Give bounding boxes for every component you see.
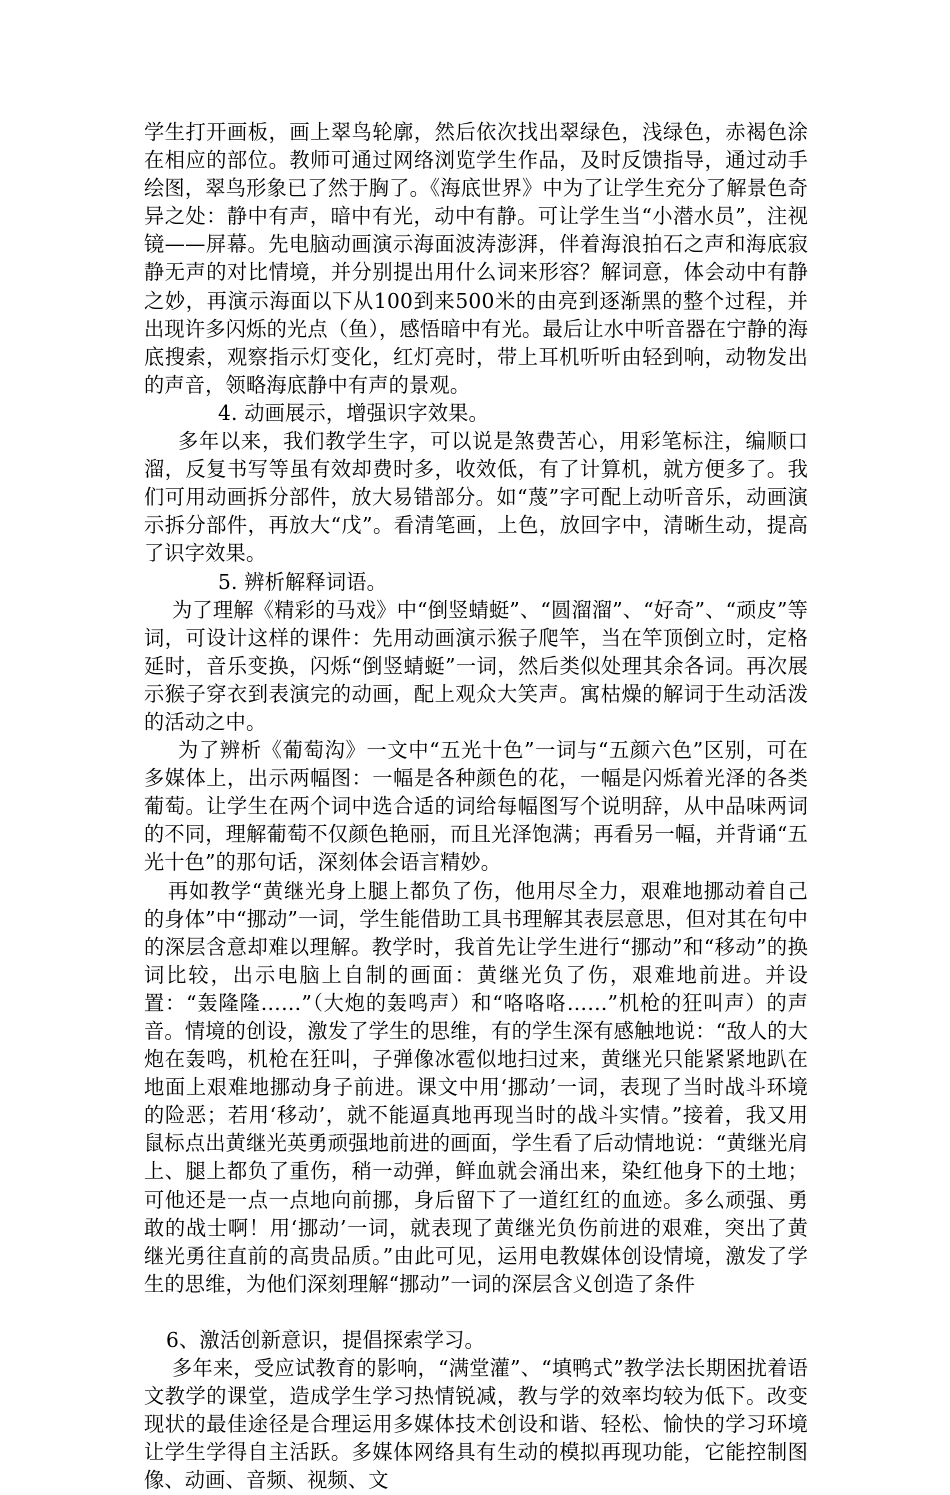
paragraph-huang-jiguang: 再如教学“黄继光身上腿上都负了伤，他用尽全力，艰难地挪动着自己的身体”中“挪动”一词，学生能借助工具书理解其表层意思，但对其在句中的深层含意却难以理解。教学时，我首先让学生进行“挪动”和“移动”的换词比较，出示电脑上自制的画面：黄继光负了伤，艰难地前进。并设置：“轰隆隆……”（大炮的轰鸣声）和“咯咯咯……”机枪的狂叫声）的声音。情境的创设，激发了学生的思维，有的学生深有感触地说：“敌人的大炮在轰鸣，机枪在狂叫，子弹像冰雹似地扫过来，黄继光只能紧紧地趴在地面上艰难地挪动身子前进。课文中用‘挪动’一词，表现了当时战斗环境的险恶；若用‘移动’，就不能逼真地再现当时的战斗实情。”接着，我又用鼠标点出黄继光英勇顽强地前进的画面，学生看了后动情地说：“黄继光肩上、腿上都负了重伤，稍一动弹，鲜血就会涌出来，染红他身下的土地；可他还是一点一点地向前挪，身后留下了一道红红的血迹。多么顽强、勇敢的战士啊！用‘挪动’一词，就表现了黄继光负伤前进的艰难，突出了黄继光勇往直前的高贵品质。”由此可见，运用电教媒体创设情境，激发了学生的思维，为他们深刻理解“挪动”一词的深层含义创造了条件 [144, 878, 808, 1296]
paragraph-circus-words: 为了理解《精彩的马戏》中“倒竖蜻蜓”、“圆溜溜”、“好奇”、“顽皮”等词，可设计这样的课件：先用动画演示猴子爬竿，当在竿顶倒立时，定格延时，音乐变换，闪烁“倒竖蜻蜓”一词，然后类似处理其余各词。再次展示猴子穿衣到表演完的动画，配上观众大笑声。寓枯燥的解词于生动活泼的活动之中。 [144, 597, 808, 734]
paragraph-kingfisher-and-undersea: 学生打开画板，画上翠鸟轮廓，然后依次找出翠绿色，浅绿色，赤褐色涂在相应的部位。教师可通过网络浏览学生作品，及时反馈指导，通过动手绘图，翠鸟形象已了然于胸了。《海底世界》中为了让学生充分了解景色奇异之处：静中有声，暗中有光，动中有静。可让学生当“小潜水员”，注视镜——屏幕。先电脑动画演示海面波涛澎湃，伴着海浪拍石之声和海底寂静无声的对比情境，并分别提出用什么词来形容？解词意，体会动中有静之妙，再演示海面以下从100到来500米的由亮到逐渐黑的整个过程，并出现许多闪烁的光点（鱼），感悟暗中有光。最后让水中听音器在宁静的海底搜索，观察指示灯变化，红灯亮时，带上耳机听听由轻到响，动物发出的声音，领略海底静中有声的景观。 [144, 120, 808, 397]
section-heading-5: 5. 辨析解释词语。 [218, 569, 387, 594]
section-heading-4: 4. 动画展示，增强识字效果。 [218, 400, 489, 425]
paragraph-grape-valley: 为了辨析《葡萄沟》一文中“五光十色”一词与“五颜六色”区别，可在多媒体上，出示两幅图：一幅是各种颜色的花，一幅是闪烁着光泽的各类葡萄。让学生在两个词中选合适的词给每幅图写个说明辞，从中品味两词的不同，理解葡萄不仅颜色艳丽，而且光泽饱满；再看另一幅，并背诵“五光十色”的那句话，深刻体会语言精妙。 [144, 738, 808, 875]
document-body [144, 118, 808, 1495]
section-heading-6: 6、激活创新意识，提倡探索学习。 [166, 1327, 485, 1352]
paragraph-character-animation: 多年以来，我们教学生字，可以说是煞费苦心，用彩笔标注，编顺口溜，反复书写等虽有效却费时多，收效低，有了计算机，就方便多了。我们可用动画拆分部件，放大易错部分。如“蔑”字可配上动听音乐，动画演示拆分部件，再放大“戊”。看清笔画，上色，放回字中，清晰生动，提高了识字效果。 [144, 429, 808, 566]
paragraph-innovation: 多年来，受应试教育的影响，“满堂灌”、“填鸭式”教学法长期困扰着语文教学的课堂，造成学生学习热情锐减，教与学的效率均较为低下。改变现状的最佳途径是合理运用多媒体技术创设和谐、轻松、愉快的学习环境让学生学得自主活跃。多媒体网络具有生动的模拟再现功能，它能控制图像、动画、音频、视频、文 [144, 1356, 808, 1493]
blank-line [144, 1298, 808, 1326]
